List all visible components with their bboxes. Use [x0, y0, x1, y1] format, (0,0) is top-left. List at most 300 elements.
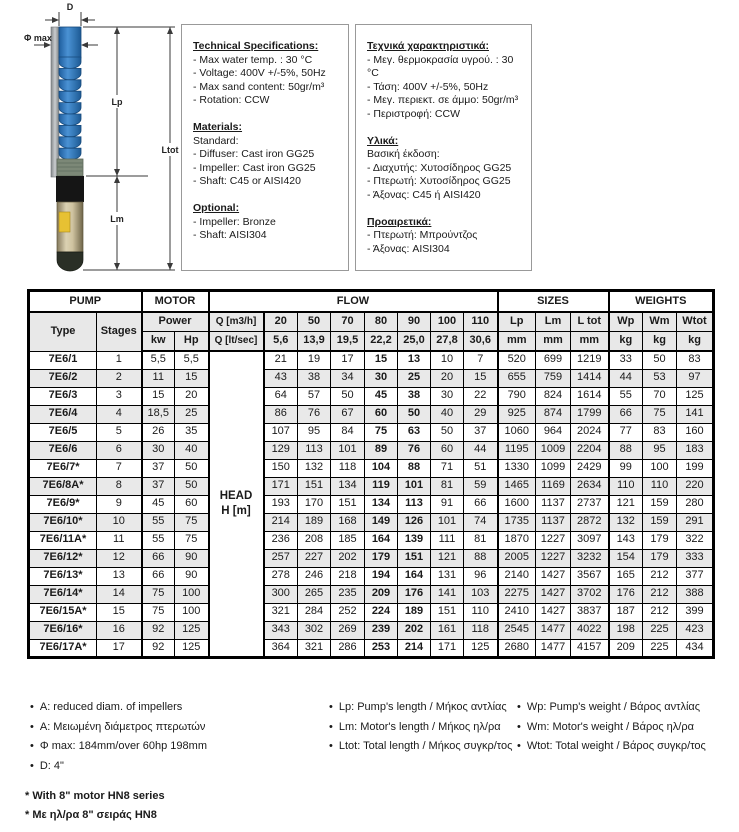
head-value-cell: 214 [264, 513, 298, 531]
ltot-cell: 1614 [571, 387, 609, 405]
head-value-cell: 150 [264, 459, 298, 477]
col-header-q-ltsec: Q [lt/sec] [209, 332, 264, 352]
motor-label [59, 212, 70, 232]
footnote-item: • Φ max: 184mm/over 60hp 198mm [30, 737, 207, 757]
head-value-cell: 118 [464, 621, 498, 639]
ltot-cell: 3097 [571, 531, 609, 549]
hp-cell: 100 [175, 603, 209, 621]
spec-box-greek [355, 24, 532, 271]
head-value-cell: 81 [464, 531, 498, 549]
flow-header: 50 [298, 312, 331, 332]
head-value-cell: 189 [398, 603, 431, 621]
lp-cell: 2410 [498, 603, 536, 621]
hp-cell: 75 [175, 531, 209, 549]
wp-cell: 110 [609, 477, 643, 495]
lm-cell: 1427 [536, 603, 571, 621]
wp-cell: 77 [609, 423, 643, 441]
group-header-flow: FLOW [209, 291, 498, 313]
wm-cell: 225 [643, 621, 677, 639]
star-notes [25, 787, 165, 825]
spec-section [367, 40, 520, 122]
table-row [29, 441, 714, 459]
pump-type-cell: 7E6/6 [29, 441, 97, 459]
hp-cell: 60 [175, 495, 209, 513]
head-value-cell: 252 [331, 603, 365, 621]
wtot-cell: 220 [677, 477, 714, 495]
head-value-cell: 208 [298, 531, 331, 549]
head-value-cell: 13 [398, 351, 431, 369]
head-value-cell: 129 [264, 441, 298, 459]
lm-cell: 1227 [536, 531, 571, 549]
spec-line: - Πτερωτή: Μπρούντζος [367, 229, 478, 242]
stages-cell: 15 [97, 603, 142, 621]
wm-cell: 212 [643, 585, 677, 603]
wm-cell: 179 [643, 531, 677, 549]
head-value-cell: 50 [331, 387, 365, 405]
lm-cell: 1227 [536, 549, 571, 567]
lp-cell: 2275 [498, 585, 536, 603]
head-value-cell: 121 [431, 549, 464, 567]
lp-cell: 1870 [498, 531, 536, 549]
wm-cell: 159 [643, 513, 677, 531]
flow-header-ltsec: 27,8 [431, 332, 464, 352]
dimension-lines [24, 2, 180, 270]
head-value-cell: 17 [331, 351, 365, 369]
pump-photo [51, 27, 84, 271]
head-value-cell: 86 [264, 405, 298, 423]
head-value-cell: 25 [398, 369, 431, 387]
spec-section [193, 121, 337, 189]
head-value-cell: 179 [365, 549, 398, 567]
head-value-cell: 149 [365, 513, 398, 531]
hp-cell: 100 [175, 585, 209, 603]
col-header-lm: Lm [536, 312, 571, 332]
head-value-cell: 88 [398, 459, 431, 477]
motor-coupling [56, 176, 84, 202]
col-header-kw: kw [142, 332, 175, 352]
wtot-cell: 322 [677, 531, 714, 549]
footnote-item: • Lp: Pump's length / Μήκος αντλίας [329, 698, 512, 718]
head-label-line2: H [m] [221, 504, 251, 517]
hp-cell: 50 [175, 477, 209, 495]
head-value-cell: 66 [464, 495, 498, 513]
head-value-cell: 15 [365, 351, 398, 369]
spec-section [367, 216, 520, 257]
head-value-cell: 364 [264, 639, 298, 657]
lp-cell: 790 [498, 387, 536, 405]
head-value-cell: 321 [298, 639, 331, 657]
stages-cell: 17 [97, 639, 142, 657]
col-header-type: Type [29, 312, 97, 351]
head-value-cell: 7 [464, 351, 498, 369]
spec-line: Βασική έκδοση: [367, 148, 440, 161]
ltot-cell: 2872 [571, 513, 609, 531]
head-value-cell: 118 [331, 459, 365, 477]
wp-cell: 132 [609, 513, 643, 531]
lm-cell: 1477 [536, 639, 571, 657]
stages-cell: 5 [97, 423, 142, 441]
lp-cell: 655 [498, 369, 536, 387]
wm-cell: 53 [643, 369, 677, 387]
pump-type-cell: 7E6/13* [29, 567, 97, 585]
table-row [29, 603, 714, 621]
pump-type-cell: 7E6/1 [29, 351, 97, 369]
lm-cell: 759 [536, 369, 571, 387]
spec-line: - Voltage: 400V +/-5%, 50Hz [193, 67, 326, 80]
wp-cell: 121 [609, 495, 643, 513]
kw-cell: 55 [142, 531, 175, 549]
head-value-cell: 71 [431, 459, 464, 477]
kw-cell: 92 [142, 621, 175, 639]
col-header-power: Power [142, 312, 209, 332]
head-value-cell: 257 [264, 549, 298, 567]
col-header-wp: Wp [609, 312, 643, 332]
wm-cell: 159 [643, 495, 677, 513]
head-value-cell: 194 [365, 567, 398, 585]
lp-cell: 2545 [498, 621, 536, 639]
head-value-cell: 96 [464, 567, 498, 585]
pump-type-cell: 7E6/16* [29, 621, 97, 639]
spec-heading: Τεχνικά χαρακτηριστικά: [367, 40, 489, 52]
unit-header-mm: mm [571, 332, 609, 352]
lp-cell: 925 [498, 405, 536, 423]
wtot-cell: 160 [677, 423, 714, 441]
head-value-cell: 246 [298, 567, 331, 585]
head-value-cell: 209 [365, 585, 398, 603]
head-value-cell: 111 [431, 531, 464, 549]
head-value-cell: 193 [264, 495, 298, 513]
ltot-cell: 1799 [571, 405, 609, 423]
kw-cell: 66 [142, 549, 175, 567]
head-value-cell: 95 [298, 423, 331, 441]
wtot-cell: 83 [677, 351, 714, 369]
head-value-cell: 161 [431, 621, 464, 639]
stages-cell: 12 [97, 549, 142, 567]
table-row [29, 369, 714, 387]
kw-cell: 37 [142, 459, 175, 477]
stages-cell: 1 [97, 351, 142, 369]
flow-header: 80 [365, 312, 398, 332]
pump-type-cell: 7E6/5 [29, 423, 97, 441]
head-value-cell: 30 [365, 369, 398, 387]
spec-line: - Άξονας: C45 ή AISI420 [367, 188, 481, 201]
head-value-cell: 139 [398, 531, 431, 549]
hp-cell: 40 [175, 441, 209, 459]
spec-box-english [181, 24, 349, 271]
stages-cell: 9 [97, 495, 142, 513]
unit-header-kg: kg [643, 332, 677, 352]
wm-cell: 110 [643, 477, 677, 495]
head-value-cell: 278 [264, 567, 298, 585]
wm-cell: 70 [643, 387, 677, 405]
lm-cell: 1137 [536, 495, 571, 513]
table-row [29, 531, 714, 549]
star-note-line: * With 8" motor HN8 series [25, 790, 165, 802]
head-label-line1: HEAD [219, 489, 253, 502]
head-value-cell: 286 [331, 639, 365, 657]
head-value-cell: 67 [331, 405, 365, 423]
footnote-item: • Wp: Pump's weight / Βάρος αντλίας [517, 698, 706, 718]
head-value-cell: 164 [365, 531, 398, 549]
dim-label-phi-max: Φ max [24, 33, 52, 43]
wtot-cell: 377 [677, 567, 714, 585]
flow-header: 20 [264, 312, 298, 332]
spec-heading: Προαιρετικά: [367, 215, 432, 228]
hp-cell: 50 [175, 459, 209, 477]
spec-line: - Πτερωτή: Χυτοσίδηρος GG25 [367, 175, 511, 188]
footnote-item: • A: Μειωμένη διάμετρος πτερωτών [30, 718, 207, 738]
wp-cell: 187 [609, 603, 643, 621]
wp-cell: 165 [609, 567, 643, 585]
head-value-cell: 63 [398, 423, 431, 441]
ltot-cell: 2737 [571, 495, 609, 513]
head-value-cell: 21 [264, 351, 298, 369]
unit-header-kg: kg [609, 332, 643, 352]
pump-type-cell: 7E6/15A* [29, 603, 97, 621]
head-value-cell: 113 [298, 441, 331, 459]
head-column-label [209, 351, 264, 657]
kw-cell: 30 [142, 441, 175, 459]
head-value-cell: 91 [431, 495, 464, 513]
head-value-cell: 224 [365, 603, 398, 621]
wp-cell: 44 [609, 369, 643, 387]
group-header-sizes: SIZES [498, 291, 609, 313]
pump-type-cell: 7E6/10* [29, 513, 97, 531]
head-value-cell: 189 [298, 513, 331, 531]
stages-cell: 16 [97, 621, 142, 639]
pump-table-body [29, 351, 714, 657]
table-row [29, 549, 714, 567]
spec-section [193, 40, 337, 108]
hp-cell: 25 [175, 405, 209, 423]
wp-cell: 176 [609, 585, 643, 603]
head-value-cell: 214 [398, 639, 431, 657]
flow-header-ltsec: 19,5 [331, 332, 365, 352]
spec-line: - Shaft: C45 or AISI420 [193, 175, 301, 188]
head-value-cell: 89 [365, 441, 398, 459]
kw-cell: 26 [142, 423, 175, 441]
head-value-cell: 101 [398, 477, 431, 495]
wp-cell: 143 [609, 531, 643, 549]
head-value-cell: 265 [298, 585, 331, 603]
head-value-cell: 321 [264, 603, 298, 621]
pump-type-cell: 7E6/11A* [29, 531, 97, 549]
wtot-cell: 399 [677, 603, 714, 621]
wtot-cell: 423 [677, 621, 714, 639]
head-value-cell: 103 [464, 585, 498, 603]
head-value-cell: 43 [264, 369, 298, 387]
dim-label-lp: Lp [111, 97, 123, 107]
head-value-cell: 302 [298, 621, 331, 639]
wtot-cell: 291 [677, 513, 714, 531]
head-value-cell: 185 [331, 531, 365, 549]
pump-type-cell: 7E6/17A* [29, 639, 97, 657]
head-value-cell: 126 [398, 513, 431, 531]
ltot-cell: 4157 [571, 639, 609, 657]
kw-cell: 18,5 [142, 405, 175, 423]
lp-cell: 2140 [498, 567, 536, 585]
stages-cell: 13 [97, 567, 142, 585]
wtot-cell: 388 [677, 585, 714, 603]
wp-cell: 198 [609, 621, 643, 639]
head-value-cell: 253 [365, 639, 398, 657]
col-header-wtot: Wtot [677, 312, 714, 332]
lm-cell: 824 [536, 387, 571, 405]
head-value-cell: 60 [365, 405, 398, 423]
col-header-hp: Hp [175, 332, 209, 352]
ltot-cell: 2429 [571, 459, 609, 477]
head-value-cell: 151 [431, 603, 464, 621]
flow-header: 100 [431, 312, 464, 332]
head-value-cell: 132 [298, 459, 331, 477]
head-value-cell: 40 [431, 405, 464, 423]
lp-cell: 2680 [498, 639, 536, 657]
head-value-cell: 57 [298, 387, 331, 405]
pump-figure [20, 0, 180, 290]
wtot-cell: 125 [677, 387, 714, 405]
wtot-cell: 199 [677, 459, 714, 477]
head-value-cell: 269 [331, 621, 365, 639]
stages-cell: 2 [97, 369, 142, 387]
table-row [29, 423, 714, 441]
wm-cell: 95 [643, 441, 677, 459]
footnote-item: • D: 4" [30, 757, 207, 777]
pump-type-cell: 7E6/8A* [29, 477, 97, 495]
spec-line: - Impeller: Bronze [193, 215, 276, 228]
pump-type-cell: 7E6/9* [29, 495, 97, 513]
hp-cell: 5,5 [175, 351, 209, 369]
lp-cell: 1060 [498, 423, 536, 441]
lm-cell: 1169 [536, 477, 571, 495]
dim-label-lm: Lm [110, 214, 124, 224]
kw-cell: 75 [142, 585, 175, 603]
dim-label-d: D [66, 2, 74, 12]
ltot-cell: 1219 [571, 351, 609, 369]
flow-header: 70 [331, 312, 365, 332]
kw-cell: 55 [142, 513, 175, 531]
wtot-cell: 280 [677, 495, 714, 513]
head-value-cell: 38 [298, 369, 331, 387]
table-row [29, 477, 714, 495]
lm-cell: 1427 [536, 585, 571, 603]
wm-cell: 212 [643, 567, 677, 585]
wm-cell: 50 [643, 351, 677, 369]
flow-header-ltsec: 5,6 [264, 332, 298, 352]
riser-pipe [51, 27, 59, 177]
footnote-item: • Wm: Motor's weight / Βάρος ηλ/ρα [517, 718, 706, 738]
head-value-cell: 119 [365, 477, 398, 495]
footnote-item: • Ltot: Total length / Μήκος συγκρ/τος [329, 737, 512, 757]
head-value-cell: 202 [331, 549, 365, 567]
head-value-cell: 151 [398, 549, 431, 567]
head-value-cell: 10 [431, 351, 464, 369]
head-value-cell: 75 [365, 423, 398, 441]
head-value-cell: 51 [464, 459, 498, 477]
kw-cell: 5,5 [142, 351, 175, 369]
head-value-cell: 170 [298, 495, 331, 513]
pump-top-casing [59, 27, 81, 58]
head-value-cell: 171 [431, 639, 464, 657]
pump-illustration [20, 0, 180, 290]
head-value-cell: 168 [331, 513, 365, 531]
head-value-cell: 104 [365, 459, 398, 477]
head-value-cell: 76 [298, 405, 331, 423]
lp-cell: 1330 [498, 459, 536, 477]
spec-line: - Diffuser: Cast iron GG25 [193, 148, 315, 161]
head-value-cell: 236 [264, 531, 298, 549]
spec-line: - Max water temp. : 30 °C [193, 53, 313, 66]
head-value-cell: 284 [298, 603, 331, 621]
stages-cell: 4 [97, 405, 142, 423]
head-value-cell: 84 [331, 423, 365, 441]
lp-cell: 1195 [498, 441, 536, 459]
spec-line: - Impeller: Cast iron GG25 [193, 161, 316, 174]
spec-line: - Μεγ. θερμοκρασία υγρού. : 30 °C [367, 53, 514, 80]
pump-type-cell: 7E6/3 [29, 387, 97, 405]
spec-heading: Technical Specifications: [193, 40, 319, 52]
spec-section [367, 135, 520, 203]
hp-cell: 90 [175, 549, 209, 567]
head-value-cell: 134 [365, 495, 398, 513]
pump-table-header [29, 291, 714, 352]
group-header-motor: MOTOR [142, 291, 209, 313]
spec-line: - Μεγ. περιεκτ. σε άμμο: 50gr/m³ [367, 94, 519, 107]
hp-cell: 15 [175, 369, 209, 387]
lp-cell: 520 [498, 351, 536, 369]
spec-line: Standard: [193, 134, 239, 147]
ltot-cell: 2024 [571, 423, 609, 441]
head-value-cell: 218 [331, 567, 365, 585]
lm-cell: 1137 [536, 513, 571, 531]
stages-cell: 7 [97, 459, 142, 477]
head-value-cell: 45 [365, 387, 398, 405]
wtot-cell: 183 [677, 441, 714, 459]
spec-heading: Optional: [193, 201, 240, 214]
head-value-cell: 141 [431, 585, 464, 603]
pump-type-cell: 7E6/14* [29, 585, 97, 603]
table-row [29, 405, 714, 423]
ltot-cell: 2634 [571, 477, 609, 495]
head-value-cell: 164 [398, 567, 431, 585]
spec-line: - Άξονας: AISI304 [367, 242, 450, 255]
footnote-item: • Wtot: Total weight / Βάρος συγκρ/τος [517, 737, 706, 757]
kw-cell: 92 [142, 639, 175, 657]
hp-cell: 35 [175, 423, 209, 441]
wtot-cell: 434 [677, 639, 714, 657]
hp-cell: 20 [175, 387, 209, 405]
stages-cell: 11 [97, 531, 142, 549]
wm-cell: 75 [643, 405, 677, 423]
table-row [29, 387, 714, 405]
col-header-q-m3h: Q [m3/h] [209, 312, 264, 332]
ltot-cell: 3702 [571, 585, 609, 603]
pump-type-cell: 7E6/4 [29, 405, 97, 423]
star-note-line: * Με ηλ/ρα 8" σειράς HN8 [25, 809, 157, 821]
lm-cell: 1009 [536, 441, 571, 459]
footnote-item: • Lm: Motor's length / Μήκος ηλ/ρα [329, 718, 512, 738]
impeller-bowls [59, 57, 81, 160]
table-row [29, 639, 714, 657]
wm-cell: 212 [643, 603, 677, 621]
table-row [29, 567, 714, 585]
table-row [29, 495, 714, 513]
footnotes-column-2 [329, 698, 512, 757]
head-value-cell: 38 [398, 387, 431, 405]
lm-cell: 874 [536, 405, 571, 423]
wp-cell: 209 [609, 639, 643, 657]
footnotes-column-1 [30, 698, 207, 776]
head-value-cell: 19 [298, 351, 331, 369]
